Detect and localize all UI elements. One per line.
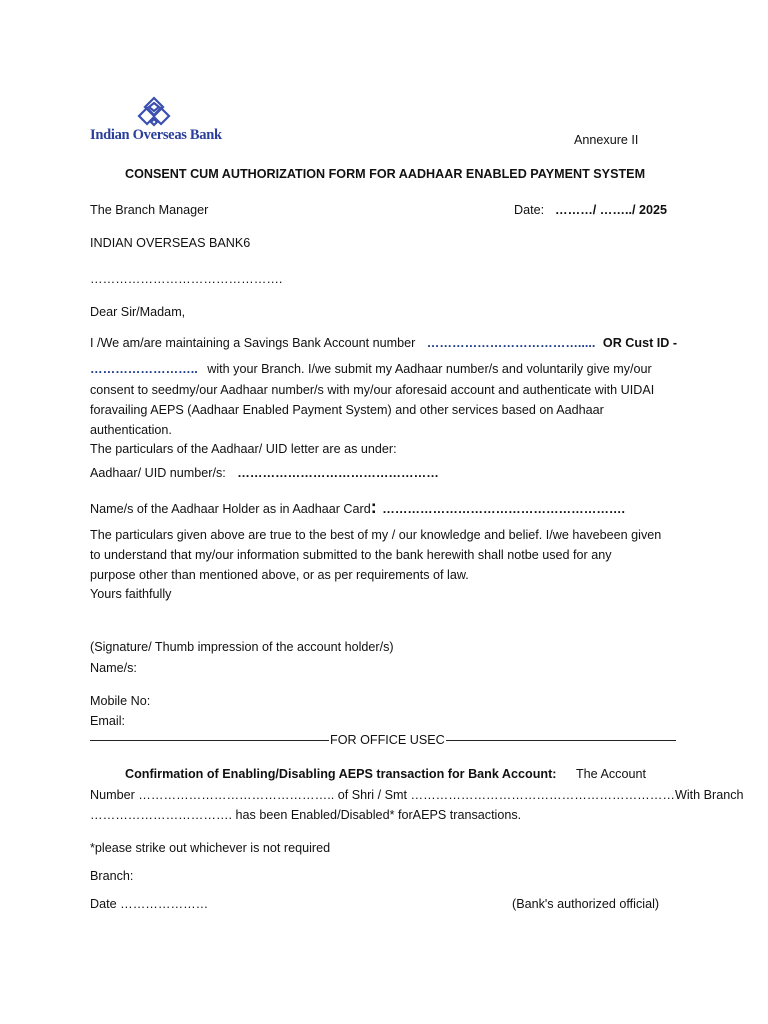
para1-line1 (90, 336, 677, 350)
office-heading-tail: The Account (575, 767, 646, 781)
email-field: Email: (90, 714, 125, 728)
para1-line2 (90, 362, 652, 376)
para1-line4: foravailing AEPS (Aadhaar Enabled Payment System) and other services based on Aadhaar (90, 403, 604, 417)
cust-id-label: OR Cust ID - (602, 336, 678, 350)
account-number-blank: ………………………………..... (426, 336, 596, 350)
para1-line2-text: with your Branch. I/we submit my Aadhaar number/s and voluntarily give my/our (207, 362, 652, 376)
office-heading: Confirmation of Enabling/Disabling AEPS transaction for Bank Account: (125, 767, 557, 781)
bank-logo (90, 96, 222, 146)
aadhaar-blank: ………………………………………… (237, 466, 439, 480)
holder-blank: …………………………………………………. (382, 502, 626, 516)
aadhaar-row (90, 466, 439, 480)
office-date: Date ………………… (90, 897, 209, 911)
para2-line2: to understand that my/our information submitted to the bank herewith shall notbe used for any (90, 548, 612, 562)
salutation: Dear Sir/Madam, (90, 305, 186, 319)
logo-wordmark: Indian Overseas Bank (90, 127, 222, 143)
aadhaar-label: Aadhaar/ UID number/s: (90, 466, 226, 480)
office-line3: ……………………………. has been Enabled/Disabled* forAEPS transactions. (90, 808, 522, 822)
addressee-line: The Branch Manager (90, 203, 209, 217)
office-heading-row (125, 767, 646, 781)
branch-blank: ………………………………………. (90, 272, 283, 286)
form-title: CONSENT CUM AUTHORIZATION FORM FOR AADHAAR ENABLED PAYMENT SYSTEM (125, 167, 646, 181)
holder-colon: : (370, 497, 377, 517)
holder-label: Name/s of the Aadhaar Holder as in Aadhaar Card (90, 502, 371, 516)
names-field: Name/s: (90, 661, 137, 675)
para1-line6: The particulars of the Aadhaar/ UID letter are as under: (90, 442, 397, 456)
holder-row (90, 497, 626, 517)
cust-id-blank: …………………….. (90, 362, 198, 376)
date-value: ………/ ……../ 2025 (555, 203, 667, 217)
iob-emblem-icon (136, 96, 172, 128)
para2-line1: The particulars given above are true to the best of my / our knowledge and belief. I/we havebeen given (90, 528, 662, 542)
annexure-label: Annexure II (574, 133, 639, 147)
mobile-field: Mobile No: (90, 694, 151, 708)
office-line2: Number ……………………………………….. of Shri / Smt ………………………………………………………With Branch (90, 788, 744, 802)
bank-name: INDIAN OVERSEAS BANK6 (90, 236, 251, 250)
para1-line5: authentication. (90, 423, 172, 437)
office-use-label: FOR OFFICE USEC (330, 733, 445, 747)
authorized-official: (Bank's authorized official) (512, 897, 660, 911)
branch-field: Branch: (90, 869, 134, 883)
para1-prefix: I /We am/are maintaining a Savings Bank Account number (90, 336, 416, 350)
signature-line: (Signature/ Thumb impression of the account holder/s) (90, 640, 394, 654)
strike-note: *please strike out whichever is not required (90, 841, 331, 855)
closing: Yours faithfully (90, 587, 172, 601)
date-label: Date: (514, 203, 545, 217)
para1-line3: consent to seedmy/our Aadhaar number/s with my/our aforesaid account and authenticate with UIDAI (90, 383, 655, 397)
para2-line3: purpose other than mentioned above, or as per requirements of law. (90, 568, 469, 582)
